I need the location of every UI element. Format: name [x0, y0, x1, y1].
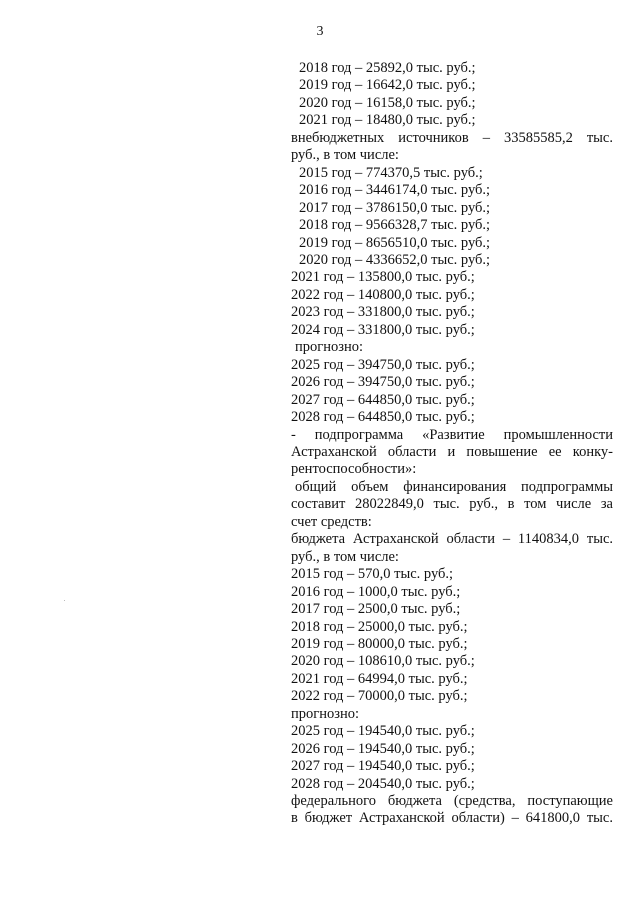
text-line: 2028 год – 204540,0 тыс. руб.;: [291, 775, 475, 792]
text-line: 2019 год – 8656510,0 тыс. руб.;: [299, 234, 491, 251]
text-line: 2020 год – 108610,0 тыс. руб.;: [291, 653, 475, 670]
text-line: в бюджет Астраханской области) – 641800,0 тыс.: [291, 810, 613, 827]
text-line: 2017 год – 2500,0 тыс. руб.;: [291, 601, 461, 618]
text-line: 2022 год – 70000,0 тыс. руб.;: [291, 688, 468, 705]
text-line: 2022 год – 140800,0 тыс. руб.;: [291, 286, 475, 303]
text-line: 2025 год – 394750,0 тыс. руб.;: [291, 356, 475, 373]
text-line: 2015 год – 570,0 тыс. руб.;: [291, 566, 454, 583]
text-line: руб., в том числе:: [291, 147, 399, 164]
text-line: рентоспособности»:: [291, 461, 417, 478]
text-line: 2017 год – 3786150,0 тыс. руб.;: [299, 199, 491, 216]
text-line: 2015 год – 774370,5 тыс. руб.;: [299, 164, 483, 181]
text-line: бюджета Астраханской области – 1140834,0 тыс.: [291, 531, 613, 548]
text-line: 2025 год – 194540,0 тыс. руб.;: [291, 723, 475, 740]
text-line: 2021 год – 18480,0 тыс. руб.;: [299, 112, 476, 129]
text-line: внебюджетных источников – 33585585,2 тыс.: [291, 129, 613, 146]
text-line: 2027 год – 194540,0 тыс. руб.;: [291, 758, 475, 775]
text-line: - подпрограмма «Развитие промышленности: [291, 426, 613, 443]
text-line: прогнозно:: [291, 705, 359, 722]
text-line: 2028 год – 644850,0 тыс. руб.;: [291, 409, 475, 426]
text-line: Астраханской области и повышение ее конку-: [291, 443, 613, 460]
text-line: 2016 год – 3446174,0 тыс. руб.;: [299, 182, 491, 199]
text-line: руб., в том числе:: [291, 548, 399, 565]
text-line: 2016 год – 1000,0 тыс. руб.;: [291, 583, 461, 600]
text-line: 2021 год – 135800,0 тыс. руб.;: [291, 269, 475, 286]
text-line: 2018 год – 25000,0 тыс. руб.;: [291, 618, 468, 635]
text-line: 2023 год – 331800,0 тыс. руб.;: [291, 304, 475, 321]
text-line: 2026 год – 194540,0 тыс. руб.;: [291, 740, 475, 757]
text-line: федерального бюджета (средства, поступающие: [291, 793, 613, 810]
text-line: счет средств:: [291, 513, 372, 530]
text-line: 2019 год – 16642,0 тыс. руб.;: [299, 77, 476, 94]
text-line: 2026 год – 394750,0 тыс. руб.;: [291, 374, 475, 391]
text-line: 2018 год – 9566328,7 тыс. руб.;: [299, 217, 491, 234]
text-line: составит 28022849,0 тыс. руб., в том числе за: [291, 496, 613, 513]
text-line: 2024 год – 331800,0 тыс. руб.;: [291, 321, 475, 338]
text-line: 2021 год – 64994,0 тыс. руб.;: [291, 670, 468, 687]
text-line: 2020 год – 16158,0 тыс. руб.;: [299, 94, 476, 111]
document-body: [291, 60, 613, 828]
text-line: общий объем финансирования подпрограммы: [295, 478, 613, 495]
text-line: 2027 год – 644850,0 тыс. руб.;: [291, 391, 475, 408]
text-line: 2018 год – 25892,0 тыс. руб.;: [299, 60, 476, 76]
scan-speck: [64, 600, 65, 601]
text-line: прогнозно:: [295, 339, 363, 356]
text-line: 2020 год – 4336652,0 тыс. руб.;: [299, 251, 491, 268]
page-number: 3: [316, 24, 324, 39]
text-line: 2019 год – 80000,0 тыс. руб.;: [291, 635, 468, 652]
